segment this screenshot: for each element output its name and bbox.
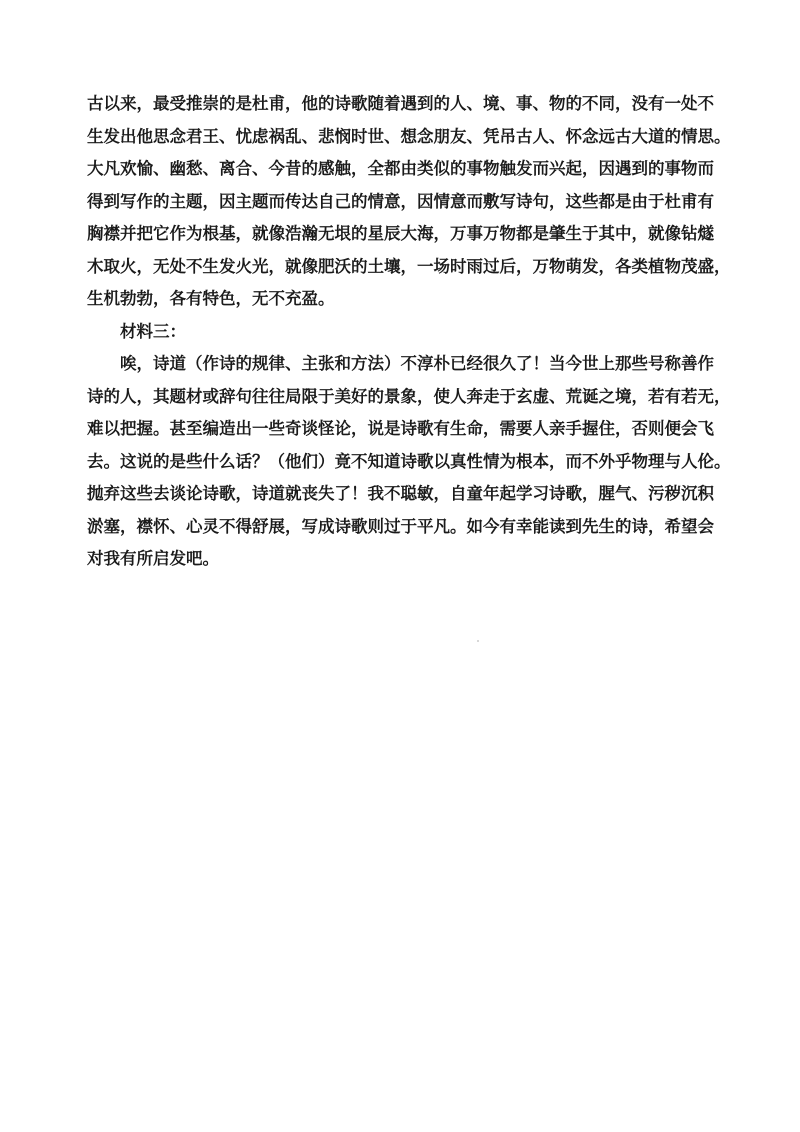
text-line: 对我有所启发吧。	[87, 549, 219, 568]
text-line: 古以来，最受推崇的是杜甫，他的诗歌随着遇到的人、境、事、物的不同，没有一处不	[87, 94, 714, 113]
text-line: 木取火，无处不生发火光，就像肥沃的土壤，一场时雨过后，万物萌发，各类植物茂盛，	[87, 256, 731, 276]
text-line: 诗的人，其题材或辞句往往局限于美好的景象，使人奔走于玄虚、荒诞之境，若有若无，	[87, 386, 731, 406]
text-line: 唉，诗道（作诗的规律、主张和方法）不淳朴已经很久了！当今世上那些号称善作	[120, 354, 714, 373]
text-line: 生发出他思念君王、忧虑祸乱、悲悯时世、想念朋友、凭吊古人、怀念远古大道的情思。	[87, 126, 731, 146]
paragraph-1	[87, 88, 731, 316]
text-line: 抛弃这些去谈论诗歌，诗道就丧失了！我不聪敏，自童年起学习诗歌，腥气、污秽沉积	[87, 484, 714, 503]
text-line: 得到写作的主题，因主题而传达自己的情意，因情意而敷写诗句，这些都是由于杜甫有	[87, 191, 714, 211]
text-line: 大凡欢愉、幽愁、离合、今昔的感触，全都由类似的事物触发而兴起，因遇到的事物而	[87, 159, 714, 178]
scan-speck	[477, 640, 479, 642]
text-line: 难以把握。甚至编造出一些奇谈怪论，说是诗歌有生命，需要人亲手握住，否则便会飞	[87, 419, 714, 438]
text-line: 胸襟并把它作为根基，就像浩瀚无垠的星辰大海，万事万物都是肇生于其中，就像钻燧	[87, 224, 714, 243]
text-line: 生机勃勃，各有特色，无不充盈。	[87, 289, 335, 308]
text-line: 淤塞，襟怀、心灵不得舒展，写成诗歌则过于平凡。如今有幸能读到先生的诗，希望会	[87, 516, 714, 536]
paragraph-3	[87, 348, 731, 576]
document-body	[87, 88, 731, 576]
text-line: 去。这说的是些什么话？（他们）竟不知道诗歌以真性情为根本，而不外乎物理与人伦。	[87, 451, 731, 471]
section-heading-material-3: 材料三：	[120, 321, 186, 341]
